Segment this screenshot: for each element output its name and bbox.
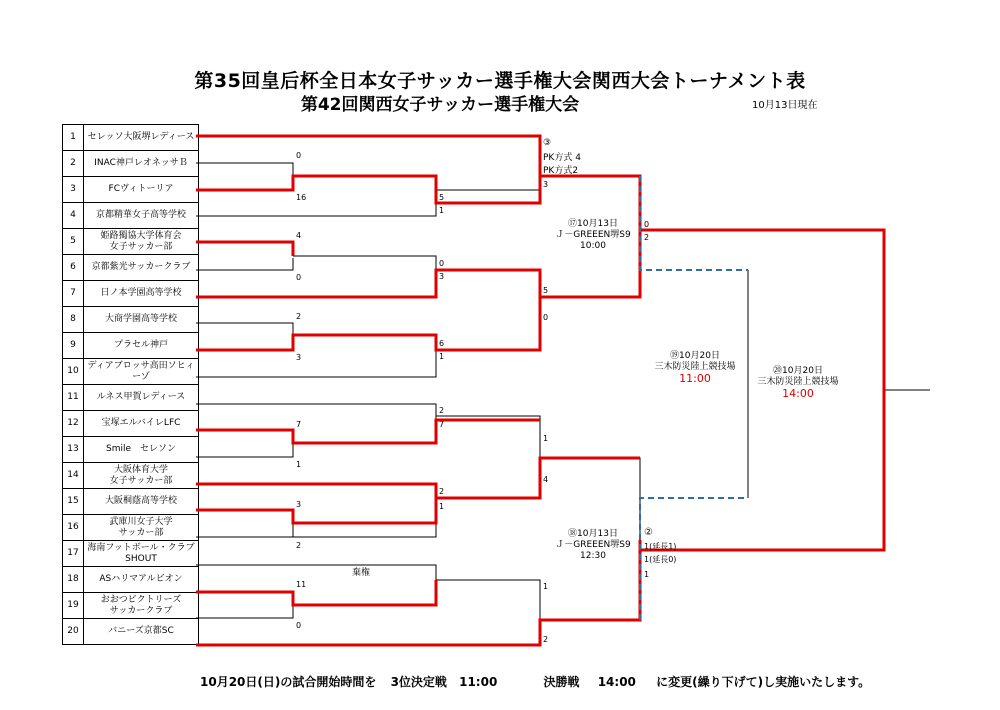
- score-sf1-bot: 2: [644, 233, 650, 242]
- score-m5-bot: 3: [296, 353, 302, 362]
- as-of-date: 10月13日現在: [752, 100, 818, 111]
- team-number: 5: [63, 229, 84, 255]
- team-name: プラセル神戸: [84, 333, 199, 359]
- team-name: 宝塚エルバイレLFC: [84, 411, 199, 437]
- score-qf2-top: 5: [543, 286, 549, 295]
- match-18-date: ⑱10月13日: [568, 529, 618, 539]
- team-name: 姫路獨協大学体育会 女子サッカー部: [84, 229, 199, 255]
- score-m1-top: 0: [296, 151, 302, 160]
- line-m9-bot: [196, 523, 293, 537]
- score-qf4-top: 1: [543, 582, 549, 591]
- score-sf2-bot: 1(延長0): [644, 555, 677, 564]
- team-name: Smile セレソン: [84, 437, 199, 463]
- line-m2-bot: [196, 203, 436, 216]
- team-number: 17: [63, 541, 84, 567]
- match-17-time: 10:00: [580, 241, 606, 251]
- score-m3-bot: 0: [296, 273, 302, 282]
- team-number: 10: [63, 359, 84, 385]
- score-qf1-score: 3: [543, 180, 549, 189]
- team-name: 京都紫光サッカークラブ: [84, 255, 199, 281]
- score-qf3-top: 1: [543, 434, 549, 443]
- match-18-info: [548, 529, 638, 562]
- score-qf3-bot: 4: [543, 475, 549, 484]
- score-sf1-top: 0: [644, 220, 650, 229]
- line-qf4-top: [436, 580, 540, 620]
- red-m3: [196, 242, 293, 256]
- score-m6-top: 6: [439, 339, 445, 348]
- red-team18: [196, 580, 436, 605]
- score-m8-top: 2: [439, 406, 445, 415]
- red-team12: [196, 420, 540, 443]
- line-m10-bot: [293, 498, 436, 537]
- team-number: 8: [63, 307, 84, 333]
- match-19-venue: 三木防災陸上競技場: [654, 362, 736, 372]
- match-17-date: ⑰10月13日: [568, 219, 618, 229]
- team-name: バニーズ京都SC: [84, 619, 199, 645]
- footer-third-time: 11:00: [459, 675, 498, 689]
- match-17-venue: Ｊ－GREEEN堺S9: [555, 230, 631, 240]
- red-team14: [196, 458, 640, 498]
- match-17-info: [548, 219, 638, 252]
- line-m4-top: [293, 256, 436, 270]
- bracket-lines-blue: [640, 176, 748, 620]
- team-name: ディアブロッサ高田ソヒィーゾ: [84, 359, 199, 385]
- team-name: 京都精華女子高等学校: [84, 203, 199, 229]
- score-m6-bot: 1: [439, 352, 445, 361]
- line-m6-bot: [196, 350, 436, 377]
- match-18-time: 12:30: [580, 551, 606, 561]
- team-number: 14: [63, 463, 84, 489]
- team-number: 2: [63, 151, 84, 177]
- footer-third-place: 3位決定戦: [390, 675, 447, 689]
- line-m5-top: [196, 323, 293, 335]
- score-m5-top: 2: [296, 312, 302, 321]
- line-m7-top: [196, 404, 436, 420]
- line-sf2-top: [540, 458, 640, 540]
- score-m8-bot: 7: [439, 420, 445, 429]
- score-m2-top: 5: [439, 193, 445, 202]
- team-name: FCヴィトーリア: [84, 177, 199, 203]
- score-m7-bot: 1: [296, 460, 302, 469]
- forfeit-label: 棄権: [352, 568, 371, 578]
- line-m11-top: [196, 565, 436, 580]
- match-19-info: [646, 351, 744, 384]
- score-m9-bot: 2: [296, 541, 302, 550]
- team-number: 19: [63, 593, 84, 619]
- line-qf1-bot: [436, 176, 540, 190]
- team-number: 3: [63, 177, 84, 203]
- team-name: 武庫川女子大学 サッカー部: [84, 515, 199, 541]
- team-name: 大商学園高等学校: [84, 307, 199, 333]
- red-team7: [196, 270, 540, 297]
- team-name: INAC神戸レオネッサＢ: [84, 151, 199, 177]
- footer-final: 決勝戦: [543, 675, 580, 689]
- score-m4-top: 0: [439, 259, 445, 268]
- red-team15: [196, 498, 436, 523]
- score-m10-bot: 1: [439, 502, 445, 511]
- score-sf2-score: 1: [644, 570, 650, 579]
- team-number: 16: [63, 515, 84, 541]
- red-team1: [196, 136, 540, 176]
- team-number: 9: [63, 333, 84, 359]
- team-name: おおつビクトリーズ サッカークラブ: [84, 593, 199, 619]
- score-m2-bot: 1: [439, 206, 445, 215]
- line-m1-top: [196, 163, 293, 176]
- team-name: 日ノ本学園高等学校: [84, 281, 199, 307]
- team-name: ASハリマアルビオン: [84, 567, 199, 593]
- score-m9-top: 3: [296, 500, 302, 509]
- page-subtitle: 第42回関西女子サッカー選手権大会: [300, 95, 580, 115]
- footer-note: に変更(繰り下げて)し実施いたします。: [656, 675, 871, 689]
- team-name: 海南フットボール・クラブ SHOUT: [84, 541, 199, 567]
- footer-date: 10月20日(日)の試合開始時間を: [200, 675, 377, 689]
- score-qf1-bot: PK方式2: [543, 166, 579, 176]
- team-number: 15: [63, 489, 84, 515]
- team-number: 13: [63, 437, 84, 463]
- score-qf2-bot: 0: [543, 313, 549, 322]
- team-name: 大阪桐蔭高等学校: [84, 489, 199, 515]
- match-20-info: [748, 366, 848, 399]
- score-m7-top: 7: [296, 420, 302, 429]
- score-m3-top: 4: [296, 231, 302, 240]
- team-number: 18: [63, 567, 84, 593]
- line-qf3-top: [436, 416, 540, 458]
- line-m3-bottom: [196, 258, 293, 270]
- team-number: 6: [63, 255, 84, 281]
- team-number: 1: [63, 125, 84, 151]
- line-m11-bot: [196, 605, 293, 618]
- team-name: ルネス甲賀レディース: [84, 385, 199, 411]
- score-m10-top: 2: [439, 487, 445, 496]
- match-no-3: ③: [543, 138, 552, 148]
- team-number: 20: [63, 619, 84, 645]
- team-number: 11: [63, 385, 84, 411]
- match-no-2: ②: [644, 527, 653, 538]
- blue-third-top: [640, 176, 748, 270]
- score-m11-bot: 0: [296, 621, 302, 630]
- match-19-date: ⑲10月20日: [670, 351, 720, 361]
- match-18-venue: Ｊ－GREEEN堺S9: [555, 540, 631, 550]
- score-m4-bot: 3: [439, 272, 445, 281]
- line-m7-bot: [196, 443, 293, 457]
- team-name: 大阪体育大学 女子サッカー部: [84, 463, 199, 489]
- score-sf2-top: 1(延長1): [644, 542, 677, 551]
- match-20-venue: 三木防災陸上競技場: [757, 377, 839, 387]
- team-name: セレッソ大阪堺レディース: [84, 125, 199, 151]
- score-m11-top: 11: [296, 580, 307, 589]
- schedule-change-notice: [200, 673, 870, 690]
- team-number: 4: [63, 203, 84, 229]
- footer-final-time: 14:00: [597, 675, 636, 689]
- team-number: 12: [63, 411, 84, 437]
- page-title: 第35回皇后杯全日本女子サッカー選手権大会関西大会トーナメント表: [194, 70, 806, 92]
- red-sf2: [640, 387, 884, 550]
- team-number: 7: [63, 281, 84, 307]
- match-20-time: 14:00: [782, 387, 814, 400]
- match-19-time: 11:00: [679, 372, 711, 385]
- score-qf1-top: PK方式 4: [543, 153, 581, 163]
- match-20-date: ⑳10月20日: [773, 366, 823, 376]
- score-m1-bot: 16: [296, 193, 307, 202]
- score-qf4-bot: 2: [543, 635, 549, 644]
